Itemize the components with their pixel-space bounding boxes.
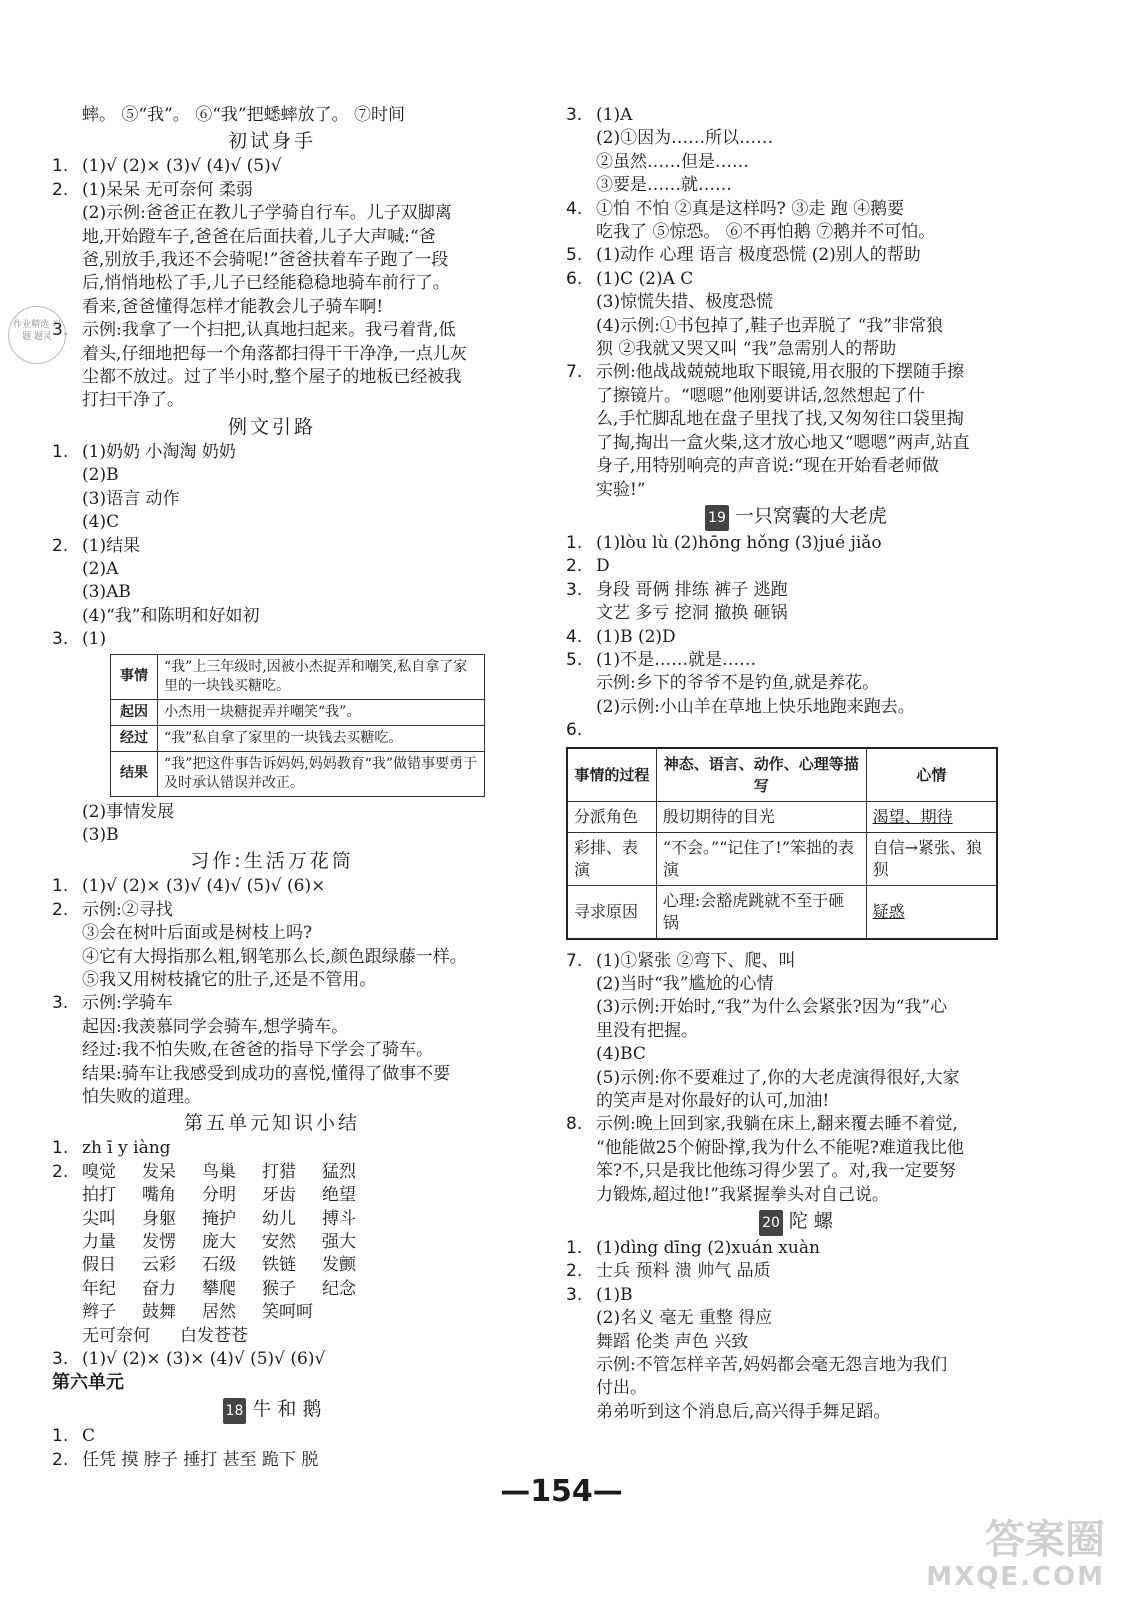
watermark-line-1: 答案圈 [985, 1517, 1105, 1563]
table-row: 经过 “我”私自拿了家里的一块钱去买糖吃。 [111, 725, 485, 751]
lesson-18-continued: 3. (1)A (2)①因为……所以…… ②虽然……但是…… ③要是……就…… 4. ①怕 不怕 ②真是这样吗? ③走 跑 ④鹅要 吃我了 ⑤惊恐。 ⑥不再怕鹅 ⑦鹅并不可怕。 5. (1)动作 心理 语言 极度恐慌 (2)别人的帮助 6. (1)C (2)A C (3)惊慌失措、极度恐慌 (4)示例:①书包掉了,鞋子也弄脱了 “我”非常狼 狈 ②我就又哭又叫 “我”急需别人的帮助 7. 示例:他战战兢兢地取下眼镜,用衣服的下摆随手擦 了擦镜片。“嗯嗯”他刚要讲话,忽然想起了什 么,手忙脚乱地在盘子里找了找,又匆匆往口袋里掏 了掏,掏出一盒火柴,这才放心地又“嗯嗯”两声,站直 身子,用特别响亮的声音说:“现在开始看老师做 实验!” [566, 105, 970, 500]
right-column [566, 104, 1026, 1424]
section-4-list: 1. zh ī y iàng 2. 嗅觉 发呆 鸟巢 打猎 猛烈 拍打 嘴角 分明 牙齿 绝望 尖叫 身躯 掩护 幼儿 搏斗 力量 发愣 庞大 安然 强大 假日 云彩 石级 铁链 发颤 年纪 奋力 攀爬 猴子 纪念 辫子 鼓舞 居然 笑呵呵 无可奈何 白发苍苍 3. (1)√ (2)× (3)× (4)√ (5)√ (6)√ [52, 1138, 356, 1370]
unit-title: 第六单元 [52, 1372, 124, 1394]
lesson-19-list: 1. (1)lòu lù (2)hōng hǒng (3)jué jiǎo 2. D 3. 身段 哥俩 排练 裤子 逃跑 文艺 多亏 挖洞 撤换 砸锅 4. (1)B (2)D 5. (1)不是……就是…… 示例:乡下的爷爷不是钓鱼,就是养花。 (2)示例:小山羊在草地上快乐地跑来跑去。 6. [566, 532, 915, 741]
watermark-line-2: MXQE.COM [926, 1562, 1105, 1592]
lesson-18-title: 18 牛 和 鹅 [52, 1396, 492, 1424]
table-row: 结果 “我”把这件事告诉妈妈,妈妈教育“我”做错事要勇于及时承认错误并改正。 [111, 751, 485, 796]
table-row: 事情 “我”上三年级时,因被小杰捉弄和嘲笑,私自拿了家里的一块钱买糖吃。 [111, 654, 485, 699]
section-title-3: 习作:生活万花筒 [190, 850, 354, 873]
lesson-20-list: 1. (1)dìng dīng (2)xuán xuàn 2. 士兵 预料 溃 帅气 品质 3. (1)B (2)名义 毫无 重整 得应 舞蹈 伦类 声色 兴致 示例:不管怎样辛苦,妈妈都会毫无怨言地为我们 付出。 弟弟听到这个消息后,高兴得手舞足蹈。 [566, 1238, 948, 1422]
table-row: 寻求原因 心理:会豁虎跳就不至于砸锅 疑惑 [567, 885, 997, 939]
lesson-19-continued: 7. (1)①紧张 ②弯下、爬、叫 (2)当时“我”尴尬的心情 (3)示例:开始时,“我”为什么会紧张?因为“我”心 里没有把握。 (4)BC (5)示例:你不要难过了,你的大老虎演得很好,大家 的笑声是对你最好的认可,加油! 8. 示例:晚上回到家,我躺在床上,翻来覆去睡不着觉, “他能做25个俯卧撑,我为什么不能呢?难道我比他 笨?不,只是我比他练习得少罢了。对,我一定要努 力锻炼,超过他!”我紧握拳头对自己说。 [566, 950, 964, 1205]
section-3-list: 1. (1)√ (2)× (3)√ (4)√ (5)√ (6)× 2. 示例:②寻找 ③会在树叶后面或是树枝上吗? ④它有大拇指那么粗,钢笔那么长,颜色跟绿藤一样。 ⑤我又用树枝撬它的肚子,还是不管用。 3. 示例:学骑车 起因:我羡慕同学会骑车,想学骑车。 经过:我不怕失败,在爸爸的指导下学会了骑车。 结果:骑车让我感受到成功的喜悦,懂得了做事不要 怕失败的道理。 [52, 876, 467, 1107]
page-number: —154— [500, 1474, 623, 1509]
table-row: 分派角色 殷切期待的目光 渴望、期待 [567, 801, 997, 832]
table-row: 起因 小杰用一块糖捉弄并嘲笑“我”。 [111, 699, 485, 725]
section-title-1: 初试身手 [227, 130, 316, 153]
section-title-4: 第五单元知识小结 [183, 1112, 360, 1135]
lesson-19-title: 19 一只窝囊的大老虎 [566, 503, 1026, 531]
section-1-list: 1. (1)√ (2)× (3)√ (4)√ (5)√ 2. (1)呆呆 无可奈何 柔弱 (2)示例:爸爸正在教儿子学骑自行车。儿子双脚离 地,开始蹬车子,爸爸在后面扶着,儿子大声喊:“爸 爸,别放手,我还不会骑呢!”爸爸扶着车子跑了一段 后,悄悄地松了手,儿子已经能稳稳地骑车前行了。 看来,爸爸懂得怎样才能教会儿子骑车啊! 3. 示例:我拿了一个扫把,认真地扫起来。我弓着背,低 着头,仔细地把每一个角落都扫得干干净净,一点儿灰 尘都不放过。过了半小时,整个屋子的地板已经被我 打扫干净了。 [52, 156, 467, 411]
left-column: 蟀。 ⑤“我”。 ⑥“我”把蟋蟀放了。 ⑦时间 初试身手 1. (1)√ (2)× (3)√ (4)√ (5)√ 2. (1)呆呆 无可奈何 柔弱 (2)示例:爸爸正在教儿子学骑自行车。儿子双脚离 地,开始蹬车子,爸爸在后面扶着,儿子大声喊:“爸 爸,别放手,我还不会骑呢!”爸爸扶着车子跑了一段 后,悄悄地松了手,儿子已经能稳稳地骑车前行了。 看来,爸爸懂得怎样才能教会儿子骑车啊! 3. 示例:我拿了一个扫把,认真地扫起来。我弓着背,低 着头,仔细地把每一个角落都扫得干干净净,一点儿灰 尘都不放过。过了半小时,整个屋子的地板已经被我 打扫干净了。 例文引路 1. (1)奶奶 小淘淘 奶奶 (2)B (3)语言 动作 (4)C 2. (1)结果 (2)A (3)AB (4)“我”和陈明和好如初 3. (1) 事情 “我”上三年级时,因被小杰捉弄和嘲笑,私自拿了家里的一块钱买糖吃。 起因 小杰用一块糖捉弄并嘲笑“我”。 经过 “我”私自拿了家里的一块钱去买糖吃。 结果 “我”把这件事告诉妈妈,妈妈教育“我”做错事要勇于及时承认错误并改正。 (2)事情发展 (3)B 习作:生活万花筒 1. (1)√ (2)× (3)√ (4)√ (5)√ (6)× 2. 示例:②寻找 ③会在树叶后面或是树枝上吗? ④它有大拇指那么粗,钢笔那么长,颜色跟绿藤一样。 ⑤我又用树枝撬它的肚子,还是不管用。 3. 示例:学骑车 起因:我羡慕同学会骑车,想学骑车。 经过:我不怕失败,在爸爸的指导下学会了骑车。 结果:骑车让我感受到成功的喜悦,懂得了做事不要 怕失败的道理。 第五单元知识小结 1. zh ī y iàng 2. 嗅觉 发呆 鸟巢 打猎 猛烈 拍打 嘴角 分明 牙齿 绝望 尖叫 身躯 掩护 幼儿 搏斗 力量 发愣 庞大 安然 强大 假日 云彩 石级 铁链 发颤 年纪 奋力 攀爬 猴子 纪念 辫子 鼓舞 居然 笑呵呵 无可奈何 白发苍苍 3. (1)√ (2)× (3)× (4)√ (5)√ (6)√ 第六单元 18 牛 和 鹅 1. C 2. 任凭 摸 脖子 捶打 甚至 跪下 脱 [52, 104, 492, 1472]
section-2-list: 1. (1)奶奶 小淘淘 奶奶 (2)B (3)语言 动作 (4)C 2. (1)结果 (2)A (3)AB (4)“我”和陈明和好如初 3. (1) [52, 441, 260, 650]
table-row: 彩排、表演 “不会。”“记住了!”笨拙的表演 自信→紧张、狼狈 [567, 832, 997, 885]
table-header-row: 事情的过程 神态、语言、动作、心理等描写 心情 [567, 748, 997, 802]
lesson-18-list: 1. C 2. 任凭 摸 脖子 捶打 甚至 跪下 脱 [52, 1426, 319, 1470]
stamp-seal: 作业精选 习题 题灵 [8, 306, 66, 364]
story-process-table [566, 747, 998, 940]
lesson-20-title: 20 陀 螺 [566, 1208, 1026, 1236]
top-line: 蟀。 ⑤“我”。 ⑥“我”把蟋蟀放了。 ⑦时间 [82, 105, 405, 125]
section-title-2: 例文引路 [227, 415, 316, 438]
story-elements-table [110, 654, 485, 797]
watermark-logo [926, 1518, 1105, 1592]
